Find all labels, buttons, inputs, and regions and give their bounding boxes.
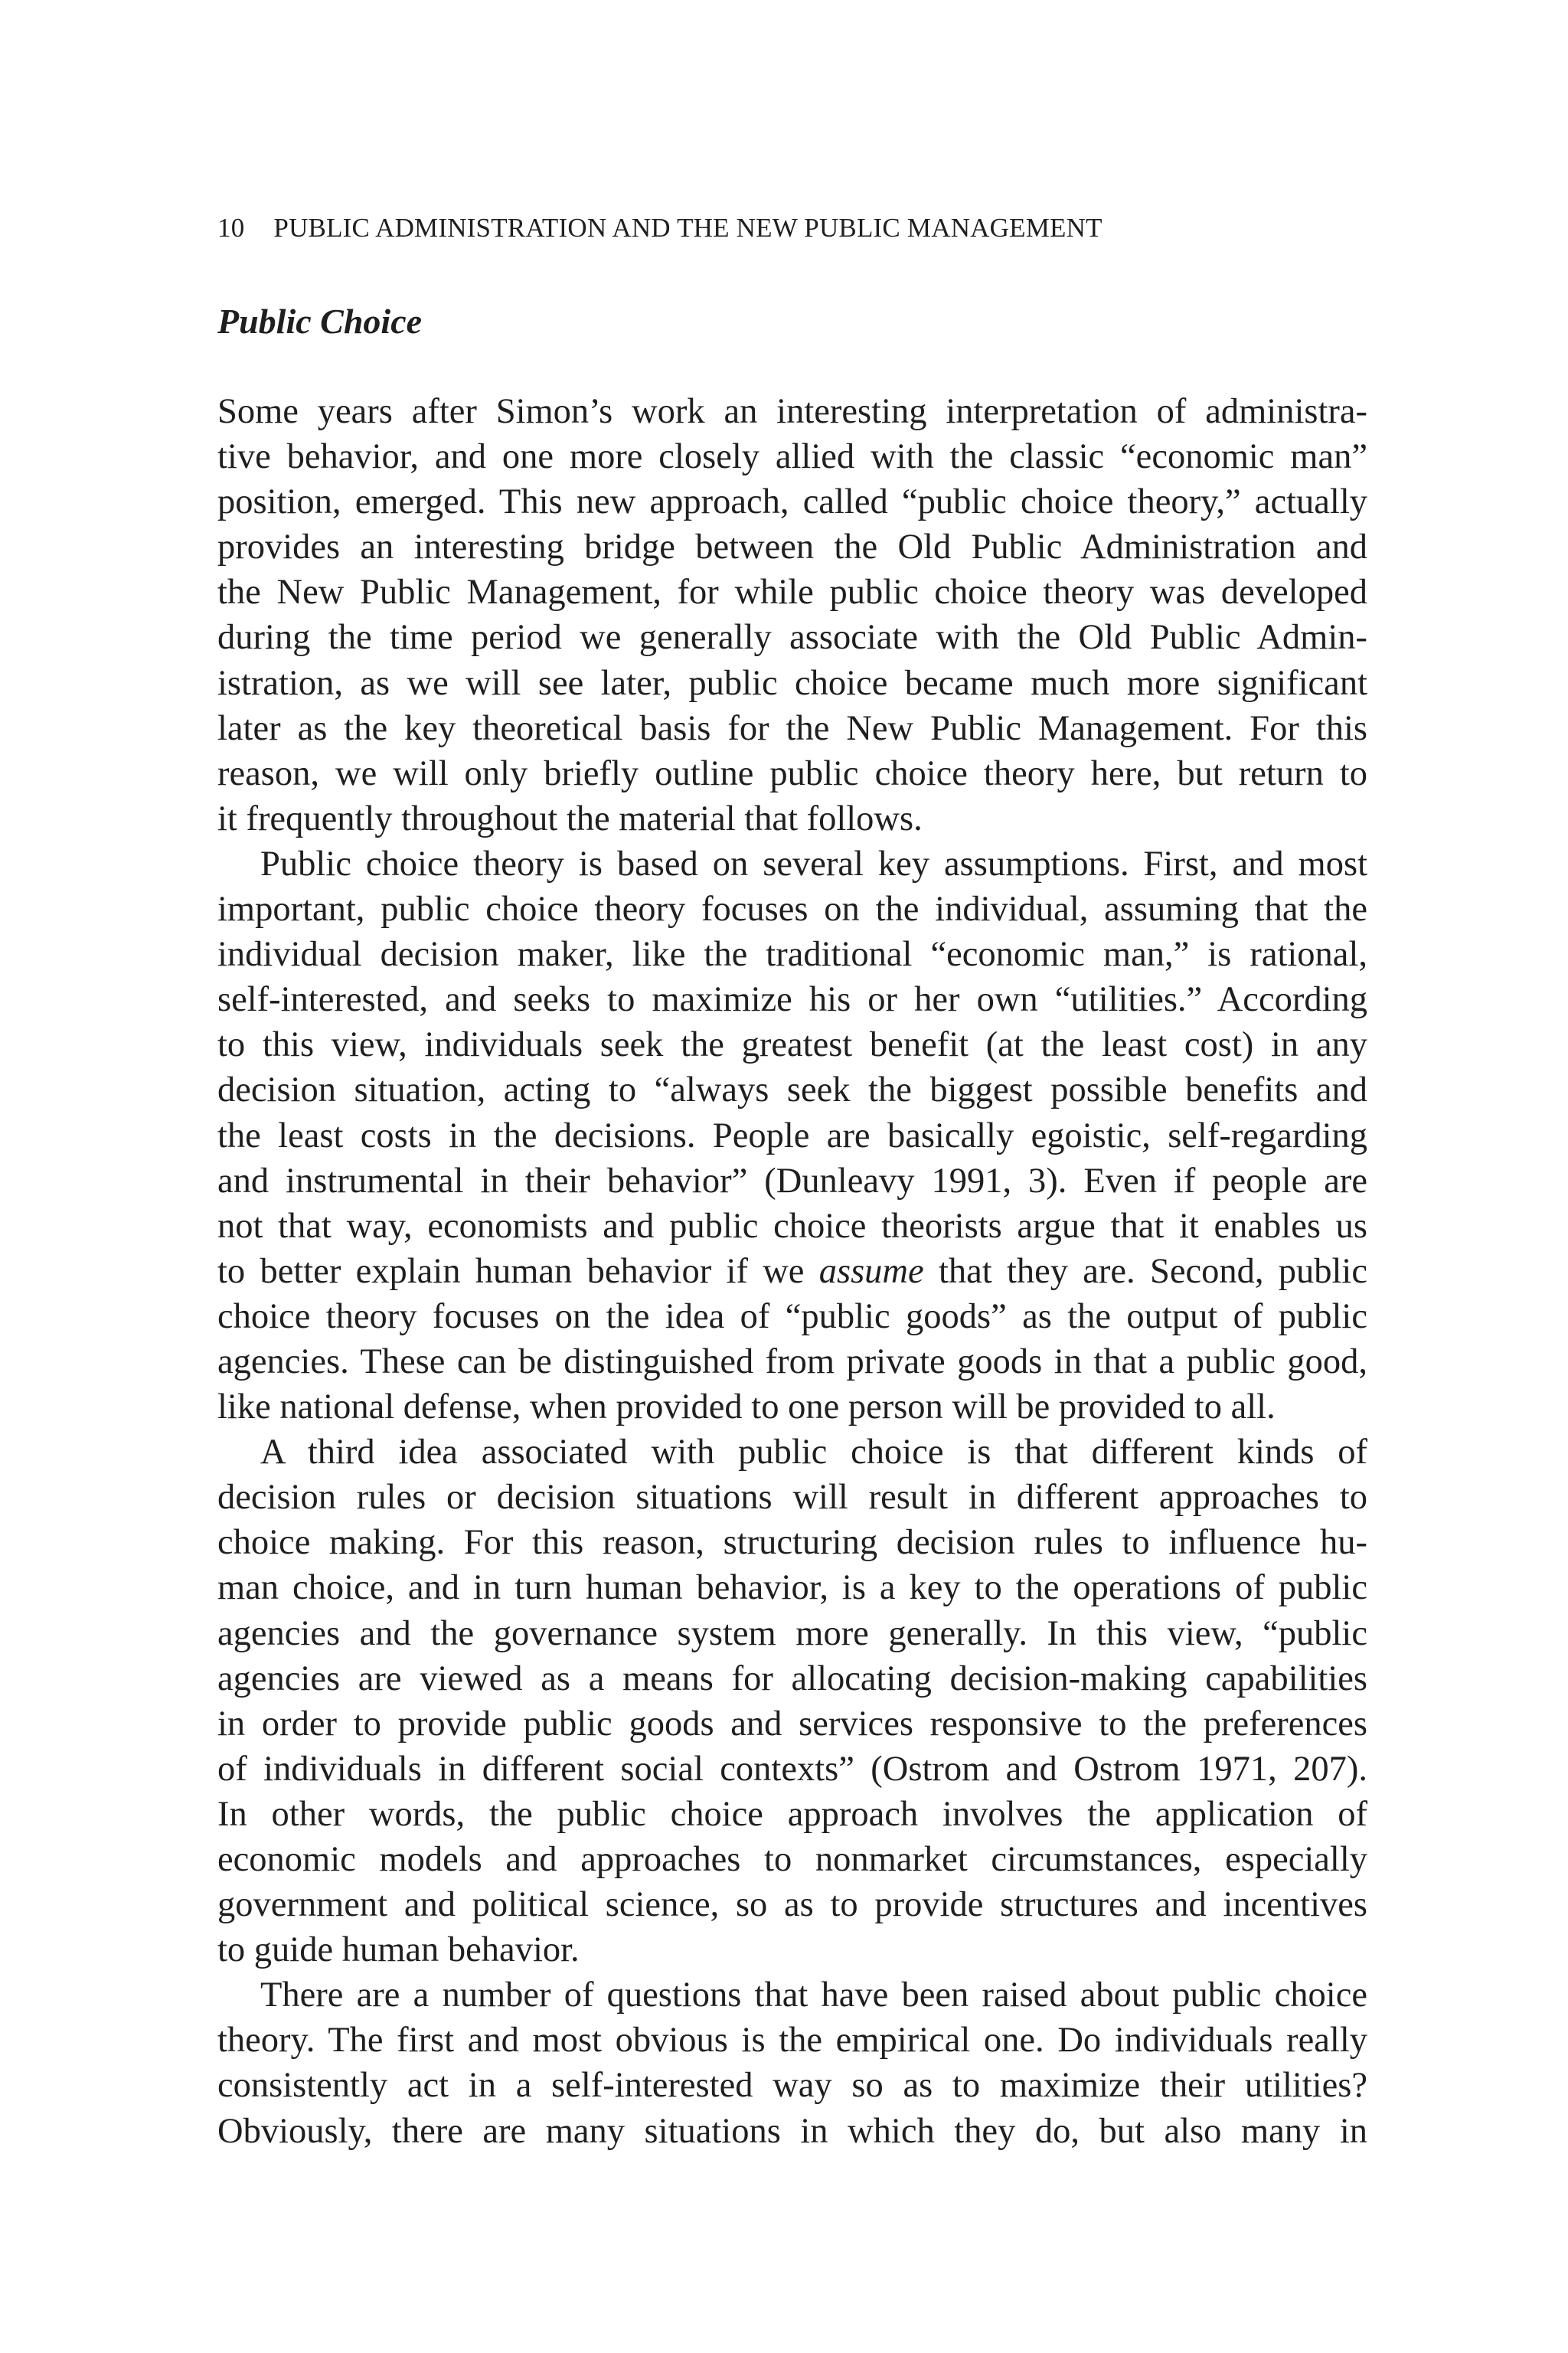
text-line: man choice, and in turn human behavior, is a key to the operations of public [217,1568,1367,1608]
text-line: reason, we will only briefly outline public choice theory here, but return to [217,753,1367,793]
text-line: decision rules or decision situations will result in different approaches to [217,1478,1367,1518]
text-line: istration, as we will see later, public choice became much more significant [217,663,1367,703]
emphasis-text: assume [818,1251,924,1291]
text-line: important, public choice theory focuses on the individual, assuming that the [217,890,1367,930]
paragraph-3 [217,1430,1367,1972]
paragraph-4 [217,1972,1367,2153]
text-line: economic models and approaches to nonmarket circumstances, especially [217,1840,1367,1879]
text-run: to better explain human behavior if we [217,1251,819,1291]
text-line: self-interested, and seeks to maximize his or her own “utilities.” According [217,980,1367,1020]
page-number: 10 [217,213,245,243]
text-line: choice making. For this reason, structuring decision rules to influence hu- [217,1523,1367,1563]
text-line: Some years after Simon’s work an interesting interpretation of administra- [217,392,1367,431]
text-line: agencies. These can be distinguished from private goods in that a public good, [217,1342,1367,1381]
text-line: consistently act in a self-interested way so as to maximize their utilities? [217,2066,1367,2106]
text-line: A third idea associated with public choice is that different kinds of [260,1433,1367,1472]
text-line: In other words, the public choice approach involves the application of [217,1794,1367,1834]
text-line: it frequently throughout the material that follows. [217,799,923,838]
text-line: position, emerged. This new approach, called “public choice theory,” actually [217,482,1367,522]
section-heading: Public Choice [217,302,423,341]
text-line [217,1249,1367,1294]
text-line: Public choice theory is based on several key assumptions. First, and most [260,844,1367,884]
text-line: theory. The first and most obvious is the empirical one. Do individuals really [217,2021,1367,2061]
text-line: individual decision maker, like the traditional “economic man,” is rational, [217,935,1367,975]
text-line: in order to provide public goods and services responsive to the preferences [217,1704,1367,1744]
text-line: decision situation, acting to “always seek the biggest possible benefits and [217,1070,1367,1110]
text-run: that they are. Second, public [923,1251,1367,1291]
paragraph-1 [217,389,1367,842]
text-line: of individuals in different social contexts” (Ostrom and Ostrom 1971, 207). [217,1749,1367,1789]
text-line: to this view, individuals seek the greatest benefit (at the least cost) in any [217,1025,1367,1065]
text-line: choice theory focuses on the idea of “public goods” as the output of public [217,1296,1367,1336]
text-line: not that way, economists and public choice theorists argue that it enables us [217,1206,1367,1246]
text-line: and instrumental in their behavior” (Dunleavy 1991, 3). Even if people are [217,1161,1367,1201]
running-title: PUBLIC ADMINISTRATION AND THE NEW PUBLIC MANAGEMENT [273,213,1102,243]
text-line: the New Public Management, for while public choice theory was developed [217,573,1367,613]
text-line: There are a number of questions that have been raised about public choice [260,1976,1367,2015]
text-line: government and political science, so as to provide structures and incentives [217,1885,1367,1925]
text-line: the least costs in the decisions. People are basically egoistic, self-regarding [217,1116,1367,1155]
body-text [217,389,1367,2154]
running-header [217,211,1366,245]
paragraph-2 [217,842,1367,1430]
text-line: Obviously, there are many situations in which they do, but also many in [217,2111,1367,2151]
text-line: provides an interesting bridge between the Old Public Administration and [217,528,1367,567]
text-line: tive behavior, and one more closely allied with the classic “economic man” [217,437,1367,477]
text-line: to guide human behavior. [217,1930,580,1970]
text-line: during the time period we generally associate with the Old Public Admin- [217,618,1367,658]
text-line: later as the key theoretical basis for the New Public Management. For this [217,708,1367,748]
text-line: agencies are viewed as a means for allocating decision-making capabilities [217,1659,1367,1698]
text-line: agencies and the governance system more generally. In this view, “public [217,1613,1367,1653]
text-line: like national defense, when provided to one person will be provided to all. [217,1387,1276,1427]
